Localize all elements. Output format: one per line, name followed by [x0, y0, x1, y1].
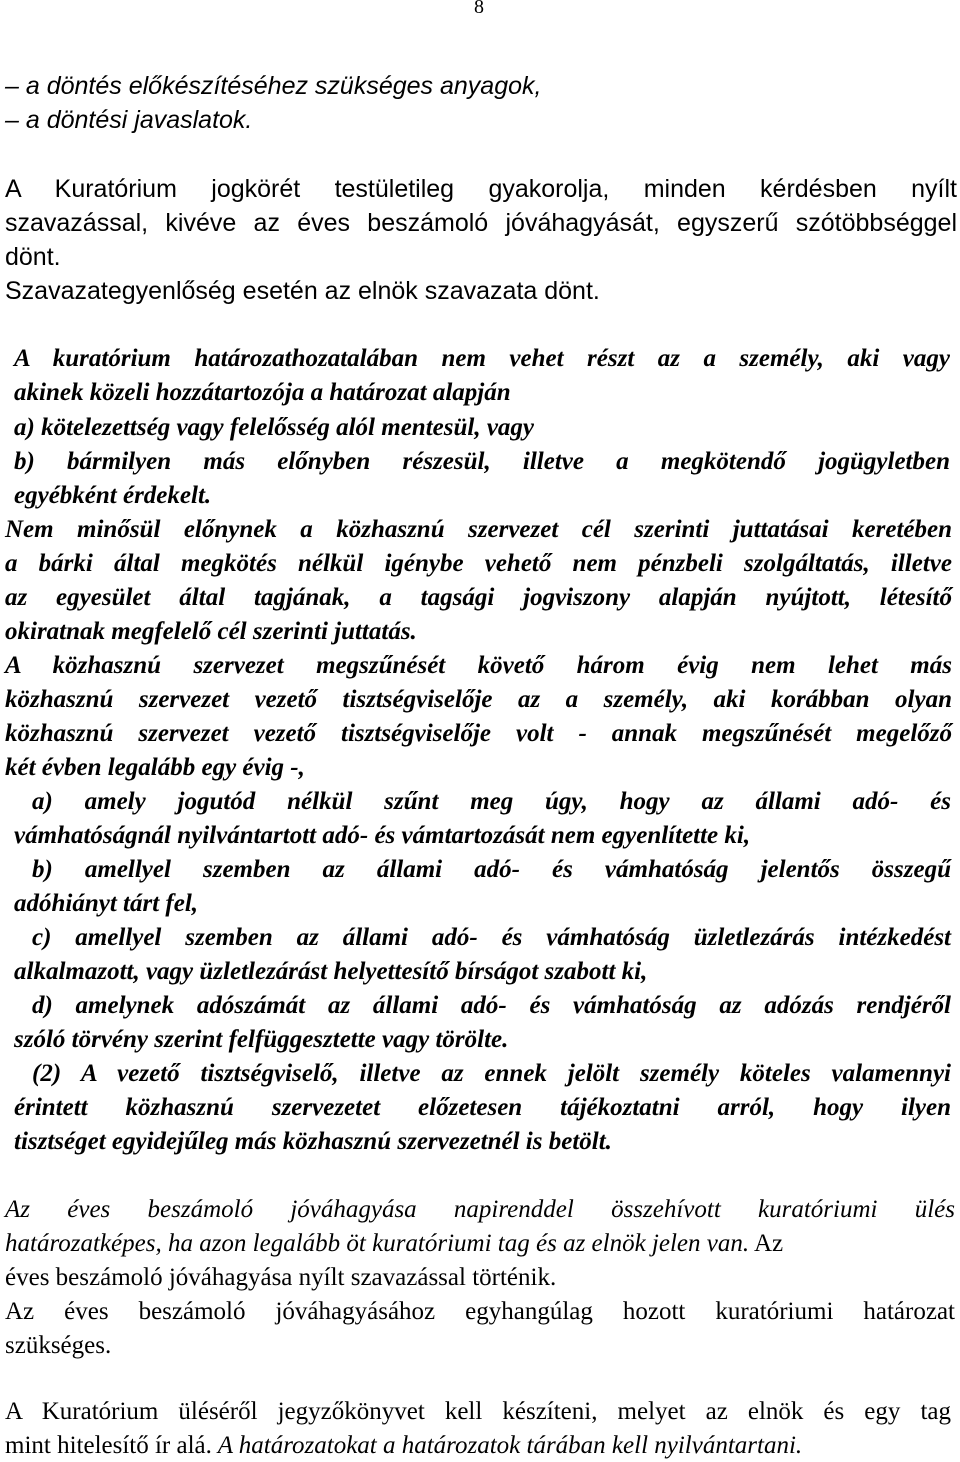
paragraph-line	[5, 1230, 783, 1258]
paragraph-line: A közhasznú szervezet megszűnését követő három évig nem lehet más	[5, 652, 952, 679]
paragraph-line: adóhiányt tárt fel,	[14, 890, 199, 917]
paragraph-line: b) bármilyen más előnyben részesül, illetve a megkötendő jogügyletben	[14, 448, 950, 475]
paragraph-line: d) amelynek adószámát az állami adó- és vámhatóság az adózás rendjéről	[32, 992, 951, 1019]
paragraph-line: alkalmazott, vagy üzletlezárást helyettesítő bírságot szabott ki,	[14, 958, 648, 985]
paragraph-line: A Kuratórium jogkörét testületileg gyakorolja, minden kérdésben nyílt	[5, 175, 957, 203]
paragraph-line: Nem minősül előnynek a közhasznú szervezet cél szerinti juttatásai keretében	[5, 516, 952, 543]
normal-text: Az	[749, 1230, 784, 1257]
paragraph-line: tisztséget egyidejűleg más közhasznú szervezetnél is betölt.	[14, 1128, 612, 1155]
paragraph-line: közhasznú szervezet vezető tisztségviselője volt - annak megszűnését megelőző	[5, 720, 952, 747]
paragraph-line: két évben legalább egy évig -,	[5, 754, 305, 781]
paragraph-line: érintett közhasznú szervezetet előzetesen tájékoztatni arról, hogy ilyen	[14, 1094, 951, 1121]
list-item: – a döntés előkészítéséhez szükséges anyagok,	[5, 72, 542, 100]
paragraph-line: vámhatóságnál nyilvántartott adó- és vámtartozását nem egyenlítette ki,	[14, 822, 751, 849]
paragraph-line: A kuratórium határozathozatalában nem vehet részt az a személy, aki vagy	[14, 345, 950, 372]
normal-text: mint hitelesítő ír alá.	[5, 1432, 212, 1459]
paragraph-line: szóló törvény szerint felfüggesztette vagy törölte.	[14, 1026, 509, 1053]
paragraph-line: közhasznú szervezet vezető tisztségviselője az a személy, aki korábban olyan	[5, 686, 952, 713]
paragraph-line: az egyesület által tagjának, a tagsági jogviszony alapján nyújtott, létesítő	[5, 584, 952, 611]
list-item: – a döntési javaslatok.	[5, 106, 253, 134]
paragraph-line: a) amely jogutód nélkül szűnt meg úgy, hogy az állami adó- és	[32, 788, 951, 815]
paragraph-line: A Kuratórium üléséről jegyzőkönyvet kell készíteni, melyet az elnök és egy tag	[5, 1398, 951, 1425]
paragraph-line: Az éves beszámoló jóváhagyásához egyhangúlag hozott kuratóriumi határozat	[5, 1298, 955, 1325]
paragraph-line: a bárki által megkötés nélkül igénybe vehető nem pénzbeli szolgáltatás, illetve	[5, 550, 952, 577]
paragraph-line: szükséges.	[5, 1332, 112, 1359]
italic-text: határozatképes, ha azon legalább öt kuratóriumi tag és az elnök jelen van.	[5, 1230, 750, 1257]
paragraph-line: b) amellyel szemben az állami adó- és vámhatóság jelentős összegű	[32, 856, 951, 883]
paragraph-line: c) amellyel szemben az állami adó- és vámhatóság üzletlezárás intézkedést	[32, 924, 951, 951]
paragraph-line: egyébként érdekelt.	[14, 482, 212, 509]
italic-text: A határozatokat a határozatok tárában kell nyilvántartani.	[211, 1432, 803, 1459]
paragraph-line	[5, 1432, 802, 1460]
paragraph-line: Az éves beszámoló jóváhagyása napirenddel összehívott kuratóriumi ülés	[5, 1196, 955, 1223]
paragraph-line: Szavazategyenlőség esetén az elnök szavazata dönt.	[5, 277, 600, 305]
paragraph-line: (2) A vezető tisztségviselő, illetve az ennek jelölt személy köteles valamennyi	[32, 1060, 951, 1087]
paragraph-line: akinek közeli hozzátartozója a határozat alapján	[14, 379, 511, 406]
paragraph-line: a) kötelezettség vagy felelősség alól mentesül, vagy	[14, 414, 535, 441]
page-number: 8	[474, 0, 484, 18]
paragraph-line: dönt.	[5, 243, 61, 271]
paragraph-line: okiratnak megfelelő cél szerinti juttatás.	[5, 618, 417, 645]
paragraph-line: éves beszámoló jóváhagyása nyílt szavazással történik.	[5, 1264, 557, 1291]
paragraph-line: szavazással, kivéve az éves beszámoló jóváhagyását, egyszerű szótöbbséggel	[5, 209, 957, 237]
